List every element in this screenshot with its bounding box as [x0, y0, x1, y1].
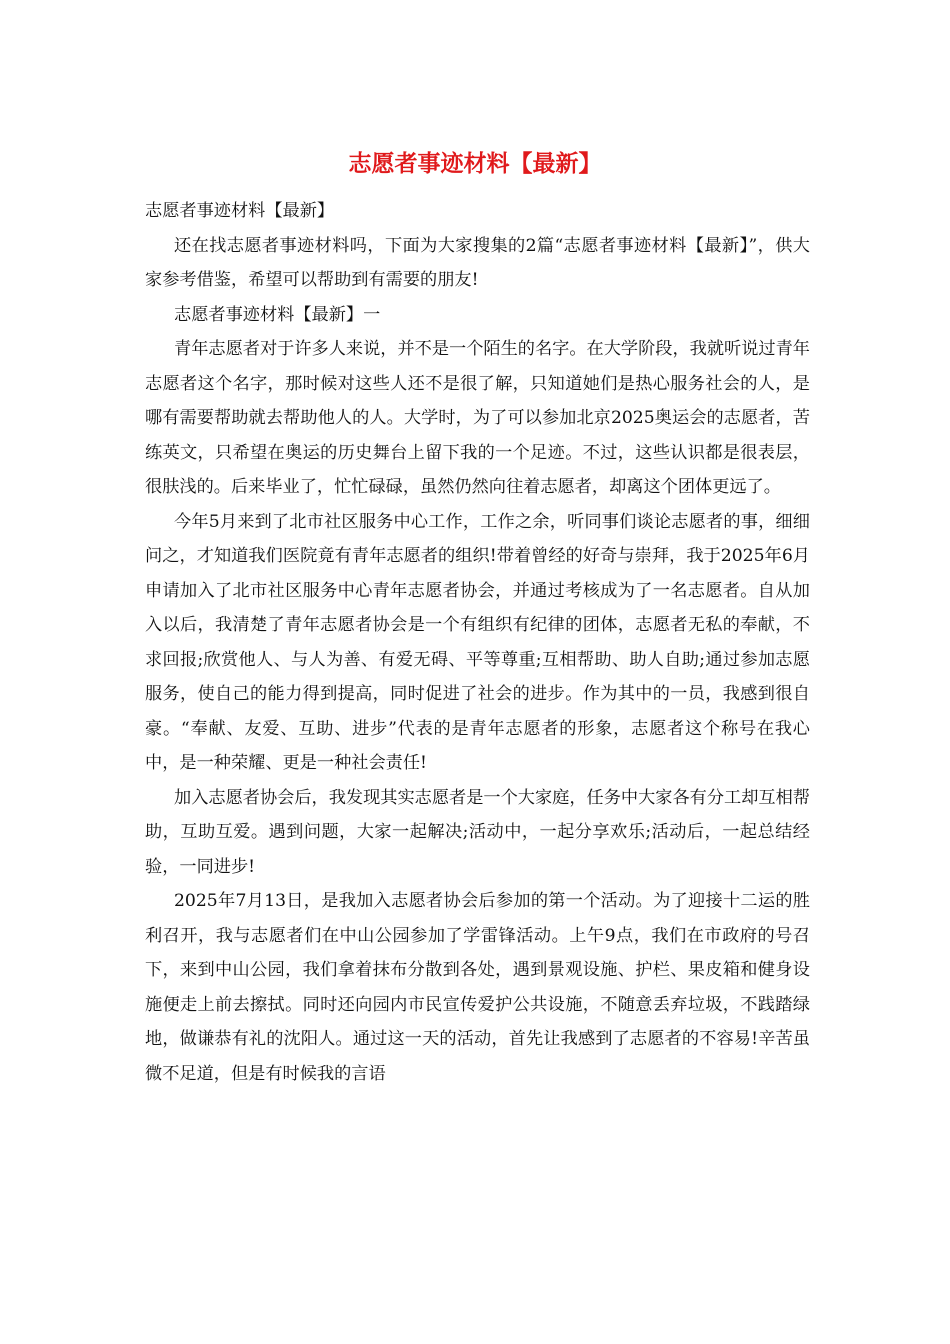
paragraph-3: 青年志愿者对于许多人来说，并不是一个陌生的名字。在大学阶段，我就听说过青年志愿者这个名字，那时候对这些人还不是很了解，只知道她们是热心服务社会的人，是哪有需要帮助就去帮助他人的人。大学时，为了可以参加北京2025奥运会的志愿者，苦练英文，只希望在奥运的历史舞台上留下我的一个足迹。不过，这些认识都是很表层，很肤浅的。后来毕业了，忙忙碌碌，虽然仍然向往着志愿者，却离这个团体更远了。: [145, 339, 810, 497]
paragraph-0: 志愿者事迹材料【最新】: [145, 201, 335, 221]
paragraph-1: 还在找志愿者事迹材料吗，下面为大家搜集的2篇“志愿者事迹材料【最新】”，供大家参考借鉴，希望可以帮助到有需要的朋友!: [145, 235, 810, 290]
paragraph-2: 志愿者事迹材料【最新】一: [174, 304, 381, 325]
paragraph-6: 2025年7月13日，是我加入志愿者协会后参加的第一个活动。为了迎接十二运的胜利召开，我与志愿者们在中山公园参加了学雷锋活动。上午9点，我们在市政府的号召下，来到中山公园，我们拿着抹布分散到各处，遇到景观设施、护栏、果皮箱和健身设施便走上前去擦拭。同时还向园内市民宣传爱护公共设施，不随意丢弃垃圾，不践踏绿地，做谦恭有礼的沈阳人。通过这一天的活动，首先让我感到了志愿者的不容易!辛苦虽微不足道，但是有时候我的言语: [145, 891, 810, 1084]
paragraph-4: 今年5月来到了北市社区服务中心工作，工作之余，听同事们谈论志愿者的事，细细问之，才知道我们医院竟有青年志愿者的组织!带着曾经的好奇与崇拜，我于2025年6月申请加入了北市社区服务中心青年志愿者协会，并通过考核成为了一名志愿者。自从加入以后，我清楚了青年志愿者协会是一个有组织有纪律的团体，志愿者无私的奉献，不求回报;欣赏他人、与人为善、有爱无碍、平等尊重;互相帮助、助人自助;通过参加志愿服务，使自己的能力得到提高，同时促进了社会的进步。作为其中的一员，我感到很自豪。“奉献、友爱、互助、进步”代表的是青年志愿者的形象，志愿者这个称号在我心中，是一种荣耀、更是一种社会责任!: [145, 511, 810, 773]
paragraph-5: 加入志愿者协会后，我发现其实志愿者是一个大家庭，任务中大家各有分工却互相帮助，互助互爱。遇到问题，大家一起解决;活动中，一起分享欢乐;活动后，一起总结经验，一同进步!: [145, 787, 810, 877]
document-body: [145, 194, 810, 1091]
document-title: 志愿者事迹材料【最新】: [348, 150, 602, 177]
